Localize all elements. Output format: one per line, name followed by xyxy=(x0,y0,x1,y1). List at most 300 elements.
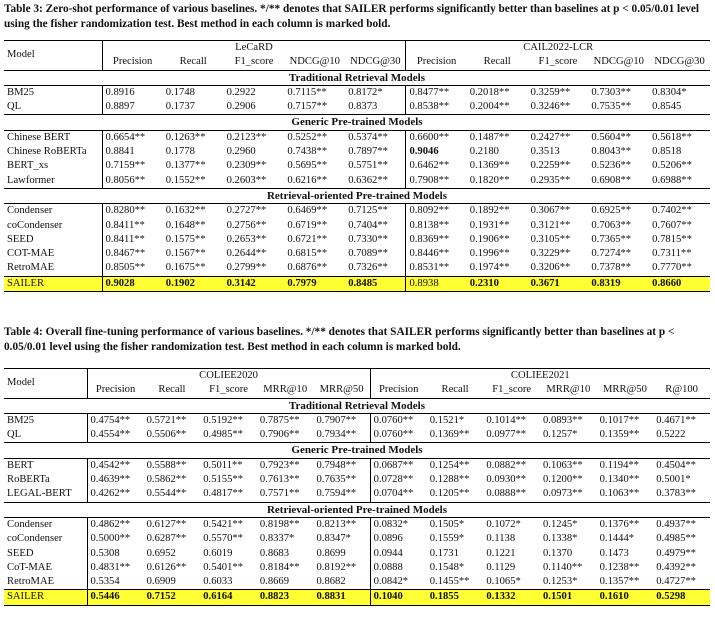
table4-cell: 0.5001* xyxy=(656,474,691,486)
table3-section-title: Traditional Retrieval Models xyxy=(4,70,710,85)
table3-row-sailer xyxy=(4,276,710,291)
table4-cell: 0.6164 xyxy=(200,590,257,605)
table3-cell: 0.7979 xyxy=(284,276,345,291)
table4-cell: 0.7613** xyxy=(259,474,300,486)
table3-cell: 0.7125** xyxy=(348,205,388,217)
table3-cell: 0.9046 xyxy=(406,145,467,159)
table4-model-name: BERT xyxy=(7,459,34,471)
table4-cell: 0.8831 xyxy=(314,590,371,605)
table4-cell: 0.1245* xyxy=(543,518,578,530)
table4-cell: 0.4392** xyxy=(656,561,696,573)
table3-cell: 0.5618** xyxy=(652,131,692,143)
table3-cell: 0.1567** xyxy=(165,248,206,260)
table3-metric-header: F1_score xyxy=(234,56,274,68)
table4-cell: 0.0842* xyxy=(370,575,427,590)
table3-section-title: Generic Pre-trained Models xyxy=(4,115,710,130)
table4-group-header: COLIEE2021 xyxy=(370,369,710,384)
table4-cell: 0.5298 xyxy=(653,590,710,605)
table3-cell: 0.8897 xyxy=(102,100,163,115)
table3-cell: 0.2427** xyxy=(530,131,571,143)
table4-metric-header: F1_score xyxy=(209,384,248,396)
table4-cell: 0.7571** xyxy=(259,488,300,500)
table4-cell: 0.8192** xyxy=(316,561,357,573)
table4-cell: 0.6033 xyxy=(203,576,233,588)
table3-row xyxy=(4,85,710,100)
table4-cell: 0.1072* xyxy=(486,518,521,530)
table3-cell: 0.7378** xyxy=(591,262,632,274)
table4-cell: 0.5506** xyxy=(146,429,187,441)
table4-cell: 0.8337* xyxy=(259,533,295,545)
table4-model-name: CoT-MAE xyxy=(7,561,52,573)
table3-cell: 0.7535** xyxy=(591,101,632,113)
table4-cell: 0.4671** xyxy=(656,414,696,426)
table4-cell: 0.1855 xyxy=(427,590,484,605)
table3-cell: 0.6815** xyxy=(287,248,328,260)
table4-metric-header: Precision xyxy=(370,383,427,398)
table4-cell: 0.4862** xyxy=(87,517,144,532)
table3-cell: 0.8411** xyxy=(102,233,163,247)
table4-cell: 0.6909 xyxy=(146,576,176,588)
table4-metric-header: MRR@10 xyxy=(546,384,591,396)
table3-cell: 0.7115** xyxy=(287,86,327,98)
table3-cell: 0.7274** xyxy=(591,248,632,260)
table4-cell: 0.3783** xyxy=(656,488,696,500)
table3-cell: 0.3229** xyxy=(530,248,571,260)
table4-cell: 0.1444* xyxy=(599,533,635,545)
table3-cell: 0.1820** xyxy=(469,174,510,186)
table3-cell: 0.8916 xyxy=(102,85,163,100)
table3-metric-header: F1_score xyxy=(538,56,578,68)
table3-cell: 0.8841 xyxy=(102,145,163,159)
table4-cell: 0.0882** xyxy=(486,459,527,471)
table4-cell: 0.0896 xyxy=(370,532,427,546)
table4-cell: 0.6126** xyxy=(146,561,187,573)
table3-model-name: Lawformer xyxy=(7,174,55,186)
table4-cell: 0.8699 xyxy=(316,547,346,559)
table4-cell: 0.8184** xyxy=(259,561,300,573)
table3-cell: 0.5695** xyxy=(287,160,328,172)
table3-cell: 0.2727** xyxy=(226,205,267,217)
table3-cell: 0.6908** xyxy=(591,174,632,186)
table3-model-name: QL xyxy=(7,101,22,113)
table4-cell: 0.0704** xyxy=(370,487,427,502)
table4-row xyxy=(4,458,710,473)
table3-cell: 0.8043** xyxy=(591,146,632,158)
table4-cell: 0.1238** xyxy=(599,561,640,573)
table3-cell: 0.6721** xyxy=(287,233,328,245)
table3-cell: 0.8280** xyxy=(102,204,163,219)
table3-cell: 0.2310 xyxy=(467,276,528,291)
table3-cell: 0.7402** xyxy=(652,205,692,217)
table3-row xyxy=(4,233,710,247)
table3-cell: 0.6469** xyxy=(287,205,328,217)
table4-cell: 0.0944 xyxy=(370,547,427,561)
table4-cell: 0.1040 xyxy=(370,590,427,605)
table3-caption: Table 3: Zero-shot performance of various baselines. */** denotes that SAILER performs significantly better than baselines at p < 0.05/0.01 level using the fisher randomization test. Best method in each column is marked bold. xyxy=(4,3,700,30)
table4-cell: 0.4754** xyxy=(87,413,144,428)
table3-cell: 0.8446** xyxy=(406,247,467,261)
table3-cell: 0.2123** xyxy=(226,131,267,143)
table3-model-name: Chinese BERT xyxy=(7,131,71,143)
table4-cell: 0.5446 xyxy=(87,590,144,605)
table4-model-name: coCondenser xyxy=(7,533,63,545)
table4-section-row xyxy=(4,398,710,413)
table4-cell: 0.4985** xyxy=(656,533,696,545)
table4-metric-header: Recall xyxy=(158,384,186,396)
table3-cell: 0.7311** xyxy=(652,248,692,260)
table3-cell: 0.3105** xyxy=(530,233,571,245)
table3-cell: 0.7303** xyxy=(591,86,632,98)
table4-cell: 0.1253* xyxy=(543,576,578,588)
table4-cell: 0.1473 xyxy=(599,547,629,559)
table3-cell: 0.6600** xyxy=(406,130,467,145)
table3-cell: 0.6876** xyxy=(287,262,328,274)
table3-model-name: COT-MAE xyxy=(7,248,55,260)
table4-cell: 0.1200** xyxy=(543,474,583,486)
table4-section-row xyxy=(4,443,710,458)
table3-group-header: CAIL2022-LCR xyxy=(406,41,710,56)
table3-cell: 0.1737 xyxy=(165,101,195,113)
table3-row xyxy=(4,261,710,276)
table4-cell: 0.1376** xyxy=(599,518,640,530)
table3-metric-header: NDCG@30 xyxy=(654,56,705,68)
table3-cell: 0.8938 xyxy=(406,276,467,291)
table4-section-title: Generic Pre-trained Models xyxy=(4,443,710,458)
table3-cell: 0.7404** xyxy=(348,219,388,231)
table3-model-name: coCondenser xyxy=(7,219,63,231)
table4-model-name: RetroMAE xyxy=(7,576,55,588)
table4-section-row xyxy=(4,502,710,517)
table4-row xyxy=(4,413,710,428)
table4-cell: 0.5401** xyxy=(203,561,243,573)
table4-metric-header: MRR@10 xyxy=(263,384,308,396)
table3-cell: 0.5751** xyxy=(348,160,388,172)
table4-cell: 0.5721** xyxy=(146,414,187,426)
table4 xyxy=(4,368,710,606)
table3-cell: 0.1632** xyxy=(165,205,206,217)
table4-cell: 0.0977** xyxy=(486,429,527,441)
table3-cell: 0.2799** xyxy=(226,262,267,274)
table3-cell: 0.5374** xyxy=(348,131,388,143)
table3-cell: 0.8467** xyxy=(102,247,163,261)
table3-cell: 0.8056** xyxy=(102,174,163,189)
table4-row xyxy=(4,428,710,443)
table3-cell: 0.1996** xyxy=(469,248,510,260)
table4-model-name: BM25 xyxy=(7,414,35,426)
table3-header-groups xyxy=(4,41,710,56)
table4-cell: 0.1140** xyxy=(543,561,583,573)
table3-cell: 0.3246** xyxy=(530,101,571,113)
table3-cell: 0.2004** xyxy=(469,101,510,113)
table3-cell: 0.1369** xyxy=(469,160,510,172)
table3-metric-header: NDCG@10 xyxy=(593,56,644,68)
table3-cell: 0.8485 xyxy=(345,276,406,291)
table4-cell: 0.5000** xyxy=(87,532,144,546)
table3-row xyxy=(4,174,710,189)
table4-cell: 0.5308 xyxy=(87,547,144,561)
table3-section-title: Retrieval-oriented Pre-trained Models xyxy=(4,188,710,203)
table4-cell: 0.7152 xyxy=(144,590,201,605)
table3-model-name: RetroMAE xyxy=(7,262,55,274)
table3-model-name: BM25 xyxy=(7,86,35,98)
table4-cell: 0.0888 xyxy=(370,561,427,575)
table4-model-name: LEGAL-BERT xyxy=(7,488,72,500)
table4-cell: 0.1129 xyxy=(486,561,516,573)
table3-cell: 0.1552** xyxy=(165,174,206,186)
table4-cell: 0.5155** xyxy=(203,474,243,486)
table3-cell: 0.1892** xyxy=(469,205,510,217)
table3-row xyxy=(4,219,710,233)
table3-metric-header: Precision xyxy=(406,55,467,70)
table4-cell: 0.7934** xyxy=(316,429,357,441)
table3-cell: 0.1748 xyxy=(165,86,195,98)
table4-cell: 0.4727** xyxy=(656,576,696,588)
table3-model-name: SEED xyxy=(7,233,34,245)
table4-model-name: Condenser xyxy=(7,518,53,530)
table3-cell: 0.8660 xyxy=(649,276,710,291)
table4-cell: 0.8682 xyxy=(316,576,346,588)
table3-cell: 0.2309** xyxy=(226,160,267,172)
table3-cell: 0.7815** xyxy=(652,233,692,245)
table3-cell: 0.5206** xyxy=(652,160,692,172)
table3-cell: 0.6719** xyxy=(287,219,328,231)
table3-cell: 0.1377** xyxy=(165,160,206,172)
table4-model-header: Model xyxy=(4,369,87,399)
table3-cell: 0.2922 xyxy=(226,86,256,98)
table4-cell: 0.1521* xyxy=(429,414,465,426)
table3-cell: 0.8477** xyxy=(406,85,467,100)
table4-cell: 0.5011** xyxy=(203,459,243,471)
table4-cell: 0.1610 xyxy=(597,590,654,605)
table4-cell: 0.8683 xyxy=(259,547,290,559)
table3-cell: 0.3671 xyxy=(528,276,589,291)
table3-cell: 0.7089** xyxy=(348,248,388,260)
table3-row xyxy=(4,204,710,219)
table3-cell: 0.2603** xyxy=(226,174,267,186)
table4-row-sailer xyxy=(4,590,710,605)
table4-section-title: Retrieval-oriented Pre-trained Models xyxy=(4,502,710,517)
table3-cell: 0.3121** xyxy=(530,219,571,231)
table4-cell: 0.0973** xyxy=(543,488,583,500)
table3-metric-header: Precision xyxy=(102,55,163,70)
table3-cell: 0.7897** xyxy=(348,146,388,158)
table3-model-name: Condenser xyxy=(7,205,53,217)
table4-cell: 0.6952 xyxy=(146,547,176,559)
table3-cell: 0.1778 xyxy=(165,146,195,158)
table4-cell: 0.7906** xyxy=(259,429,300,441)
table3-cell: 0.2644** xyxy=(226,248,267,260)
table4-cell: 0.4262** xyxy=(87,487,144,502)
table4-row xyxy=(4,517,710,532)
table4-cell: 0.1138 xyxy=(486,533,516,545)
table3-cell: 0.7770** xyxy=(652,262,692,274)
table3-cell: 0.2756** xyxy=(226,219,267,231)
table4-row xyxy=(4,473,710,487)
table3-cell: 0.2259** xyxy=(530,160,571,172)
table4-cell: 0.1063** xyxy=(599,488,640,500)
table4-header-metrics xyxy=(4,383,710,398)
table4-cell: 0.1014** xyxy=(486,414,527,426)
table3-cell: 0.7438** xyxy=(287,146,328,158)
table3-cell: 0.3206** xyxy=(530,262,571,274)
table4-cell: 0.8213** xyxy=(316,518,357,530)
table4-cell: 0.1254** xyxy=(429,459,470,471)
table4-metric-header: MRR@50 xyxy=(319,384,364,396)
table3-cell: 0.7159** xyxy=(102,159,163,173)
table3-section-row xyxy=(4,70,710,85)
table4-cell: 0.1370 xyxy=(543,547,573,559)
table3-cell: 0.2180 xyxy=(469,146,499,158)
table4-cell: 0.1559* xyxy=(429,533,465,545)
table3-cell: 0.1575** xyxy=(165,233,206,245)
table4-cell: 0.1205** xyxy=(429,488,470,500)
table3-cell: 0.7908** xyxy=(406,174,467,189)
table4-cell: 0.1288** xyxy=(429,474,470,486)
table4-group-header: COLIEE2020 xyxy=(87,369,370,384)
table4-cell: 0.1505* xyxy=(429,518,465,530)
table4-cell: 0.7948** xyxy=(316,459,357,471)
table4-cell: 0.5544** xyxy=(146,488,187,500)
table4-cell: 0.0687** xyxy=(370,458,427,473)
table4-cell: 0.1359** xyxy=(599,429,640,441)
table3-cell: 0.8172* xyxy=(348,86,383,98)
table3-row xyxy=(4,159,710,173)
table4-caption: Table 4: Overall fine-tuning performance of various baselines. */** denotes that SAILER performs significantly better than baselines at p < 0.05/0.01 level using the fisher randomization test. Best method in each column is marked bold. xyxy=(4,326,675,353)
table3-cell: 0.1974** xyxy=(469,262,510,274)
table3-metric-header: NDCG@30 xyxy=(350,56,401,68)
table4-cell: 0.1257* xyxy=(543,429,578,441)
table3-cell: 0.8411** xyxy=(102,219,163,233)
table3-cell: 0.1931** xyxy=(469,219,510,231)
table3-metric-header: Recall xyxy=(179,56,207,68)
table4-header-groups xyxy=(4,369,710,384)
table3-cell: 0.6988** xyxy=(652,174,692,186)
table3-header-metrics xyxy=(4,55,710,70)
table3-cell: 0.3142 xyxy=(224,276,285,291)
table3-cell: 0.1487** xyxy=(469,131,510,143)
table4-cell: 0.1501 xyxy=(540,590,597,605)
table3-cell: 0.2906 xyxy=(226,101,256,113)
table3-cell: 0.7326** xyxy=(348,262,388,274)
table3-cell: 0.8518 xyxy=(652,146,682,158)
table4-cell: 0.4542** xyxy=(87,458,144,473)
table3-cell: 0.2960 xyxy=(226,146,256,158)
table4-cell: 0.0728** xyxy=(370,473,427,487)
table4-cell: 0.8669 xyxy=(259,576,290,588)
table4-cell: 0.5570** xyxy=(203,533,243,545)
table3-row xyxy=(4,130,710,145)
table4-row xyxy=(4,575,710,590)
table4-cell: 0.4985** xyxy=(203,429,243,441)
table3-cell: 0.2018** xyxy=(469,86,510,98)
table3-cell: 0.9028 xyxy=(102,276,163,291)
table4-cell: 0.7923** xyxy=(259,459,300,471)
table3-cell: 0.3513 xyxy=(530,146,560,158)
table3-cell: 0.8373 xyxy=(348,101,378,113)
table3-metric-header: Recall xyxy=(483,56,511,68)
table3-cell: 0.8319 xyxy=(588,276,649,291)
table4-cell: 0.5192** xyxy=(203,414,243,426)
table4-cell: 0.0888** xyxy=(486,488,527,500)
table4-model-name: QL xyxy=(7,429,22,441)
table4-cell: 0.0930** xyxy=(486,474,527,486)
table3-cell: 0.8304* xyxy=(652,86,687,98)
table4-cell: 0.1063** xyxy=(543,459,583,471)
table4-cell: 0.7907** xyxy=(316,414,357,426)
table4-metric-header: R@100 xyxy=(665,384,698,396)
table3-cell: 0.6654** xyxy=(102,130,163,145)
table4-metric-header: MRR@50 xyxy=(602,384,647,396)
table3-cell: 0.3067** xyxy=(530,205,571,217)
table4-cell: 0.6287** xyxy=(146,533,187,545)
table4-cell: 0.0832* xyxy=(370,517,427,532)
table4-cell: 0.6127** xyxy=(146,518,187,530)
table4-model-name: SAILER xyxy=(4,590,87,605)
table4-cell: 0.1455** xyxy=(429,576,470,588)
table4-cell: 0.8823 xyxy=(257,590,314,605)
table4-cell: 0.4639** xyxy=(87,473,144,487)
table3 xyxy=(4,40,710,292)
table4-cell: 0.4817** xyxy=(203,488,243,500)
table4-cell: 0.1357** xyxy=(599,576,640,588)
table4-cell: 0.1194** xyxy=(599,459,639,471)
table4-cell: 0.7635** xyxy=(316,474,357,486)
table3-model-header: Model xyxy=(4,41,102,71)
table3-cell: 0.6362** xyxy=(348,174,388,186)
table3-model-name: BERT_xs xyxy=(7,160,49,172)
table4-row xyxy=(4,561,710,575)
table4-cell: 0.1065* xyxy=(486,576,521,588)
table3-cell: 0.5604** xyxy=(591,131,632,143)
table4-cell: 0.1340** xyxy=(599,474,640,486)
table4-cell: 0.5862** xyxy=(146,474,187,486)
table4-cell: 0.1731 xyxy=(429,547,459,559)
table3-cell: 0.7365** xyxy=(591,233,632,245)
table3-cell: 0.5252** xyxy=(287,131,328,143)
table4-cell: 0.5588** xyxy=(146,459,187,471)
table3-cell: 0.7607** xyxy=(652,219,692,231)
table4-metric-header: F1_score xyxy=(492,384,532,396)
table3-group-header: LeCaRD xyxy=(102,41,406,56)
table4-cell: 0.7875** xyxy=(259,414,300,426)
table3-model-name: Chinese RoBERTa xyxy=(7,146,87,158)
table3-cell: 0.6216** xyxy=(287,174,328,186)
table4-cell: 0.1369** xyxy=(429,429,470,441)
table3-cell: 0.8369** xyxy=(406,233,467,247)
table3-row xyxy=(4,100,710,115)
table3-cell: 0.1906** xyxy=(469,233,510,245)
table3-cell: 0.8545 xyxy=(652,101,682,113)
table3-cell: 0.6925** xyxy=(591,205,632,217)
table4-cell: 0.1548* xyxy=(429,561,465,573)
table4-cell: 0.5354 xyxy=(87,575,144,590)
table4-model-name: SEED xyxy=(7,547,34,559)
table3-cell: 0.1648** xyxy=(165,219,206,231)
table3-cell: 0.7330** xyxy=(348,233,388,245)
table3-cell: 0.7157** xyxy=(287,101,328,113)
table3-row xyxy=(4,247,710,261)
table4-cell: 0.0760** xyxy=(370,428,427,443)
table3-cell: 0.1263** xyxy=(165,131,206,143)
table4-cell: 0.4979** xyxy=(656,547,696,559)
table4-cell: 0.5421** xyxy=(203,518,243,530)
table3-cell: 0.2653** xyxy=(226,233,267,245)
table3-cell: 0.8505** xyxy=(102,261,163,276)
table4-metric-header: Precision xyxy=(87,383,144,398)
table4-cell: 0.8198** xyxy=(259,518,300,530)
table3-cell: 0.2935** xyxy=(530,174,571,186)
table4-cell: 0.1017** xyxy=(599,414,640,426)
